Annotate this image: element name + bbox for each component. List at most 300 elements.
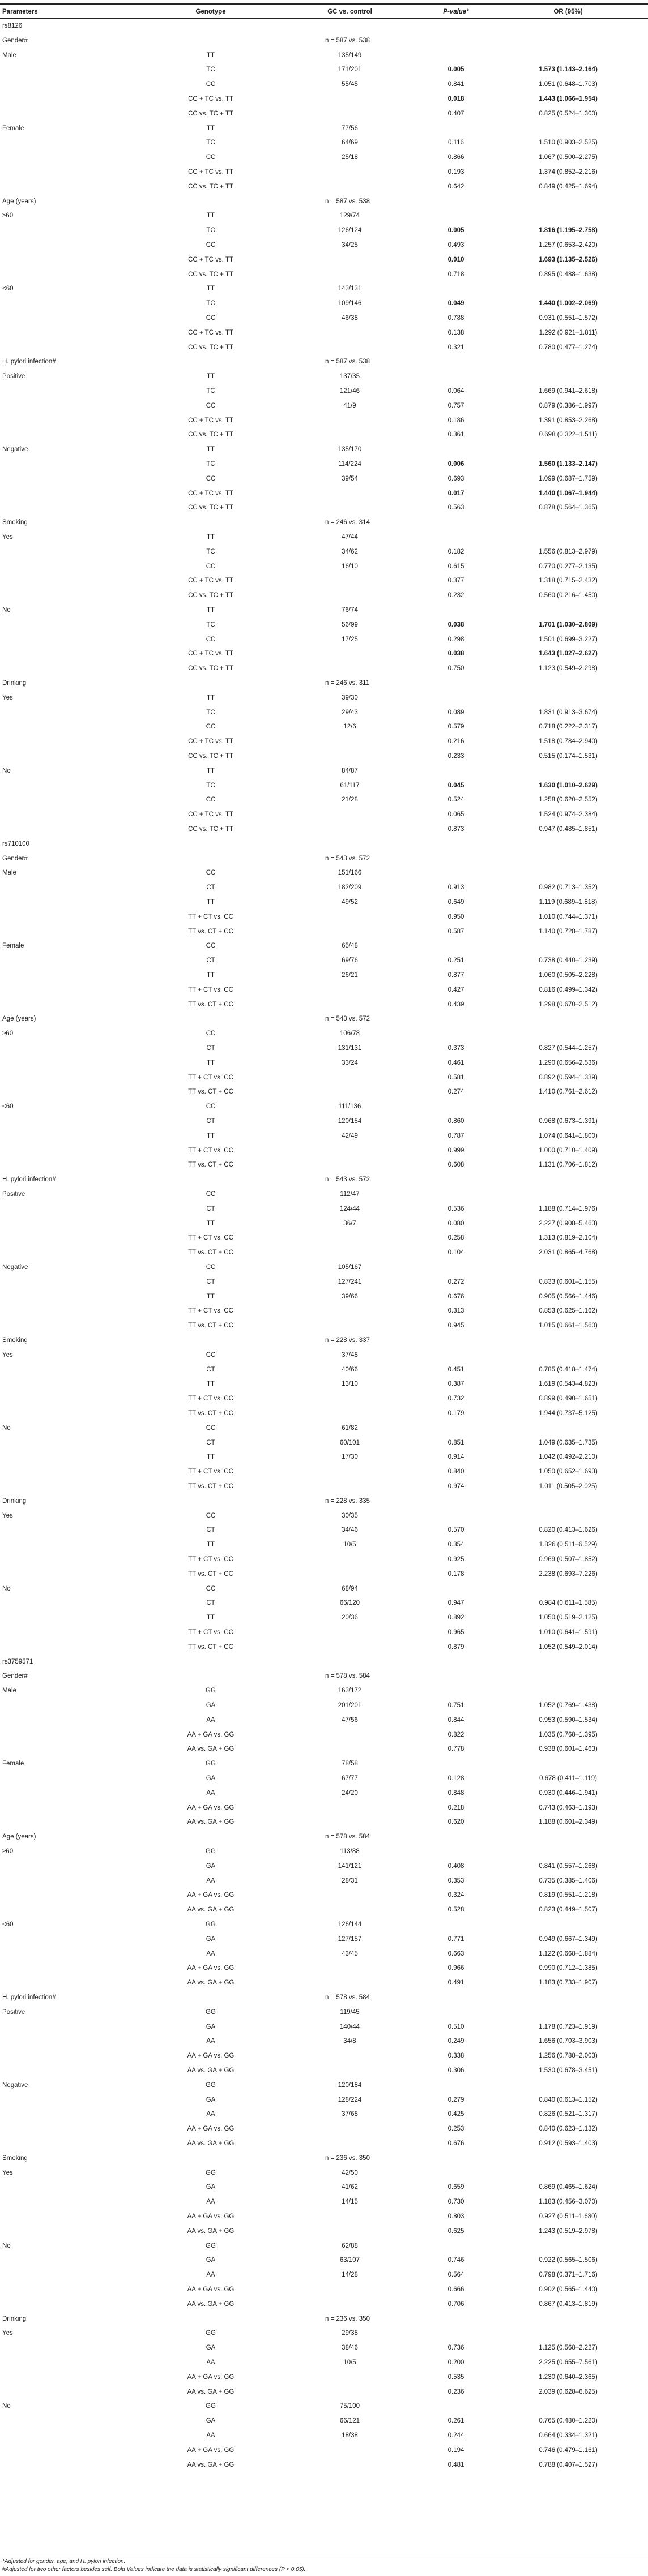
header-parameters: Parameters <box>2 8 38 15</box>
cell-counts: 106/78 <box>339 1030 360 1038</box>
cell-or: 0.947 (0.485–1.851) <box>539 826 598 833</box>
cell-genotype: TT <box>206 1614 215 1622</box>
cell-parameter: Negative <box>2 446 28 453</box>
table-row <box>0 781 648 791</box>
cell-counts: 41/9 <box>343 402 356 409</box>
cell-p-value: 0.676 <box>447 1293 464 1300</box>
table-row <box>0 1511 648 1521</box>
cell-genotype: AA <box>206 2432 215 2439</box>
cell-parameter: Negative <box>2 2081 28 2089</box>
cell-counts: n = 543 vs. 572 <box>325 1015 370 1023</box>
table-row <box>0 1467 648 1477</box>
cell-genotype: CC <box>206 1030 216 1038</box>
cell-genotype: CC <box>206 1424 216 1431</box>
cell-genotype: CC <box>206 563 216 570</box>
cell-genotype: GG <box>206 2169 216 2176</box>
cell-counts: 111/136 <box>338 1103 361 1111</box>
cell-genotype: CC vs. TC + TT <box>188 592 233 599</box>
cell-genotype: CC <box>206 402 216 409</box>
cell-p-value: 0.200 <box>447 2359 464 2366</box>
cell-or: 1.318 (0.715–2.432) <box>539 577 598 585</box>
cell-parameter: Gender# <box>2 37 28 44</box>
cell-genotype: CT <box>206 1278 215 1285</box>
table-row <box>0 1189 648 1200</box>
cell-genotype: TT <box>206 767 215 774</box>
cell-genotype: TT vs. CT + CC <box>188 928 233 935</box>
cell-p-value: 0.730 <box>447 2198 464 2206</box>
cell-or: 0.853 (0.625–1.162) <box>539 1308 598 1315</box>
table-row <box>0 517 648 528</box>
cell-genotype: CC vs. TC + TT <box>188 826 233 833</box>
cell-p-value: 0.587 <box>447 928 464 935</box>
cell-counts: 84/87 <box>342 767 358 774</box>
table-row <box>0 1627 648 1638</box>
cell-p-value: 0.353 <box>447 1877 464 1884</box>
table-row <box>0 1160 648 1171</box>
table-top-rule <box>0 3 648 5</box>
table-row <box>0 1481 648 1492</box>
cell-genotype: AA <box>206 2111 215 2118</box>
cell-p-value: 0.666 <box>447 2286 464 2293</box>
cell-or: 2.031 (0.865–4.768) <box>539 1249 598 1257</box>
cell-counts: 68/94 <box>342 1585 358 1592</box>
cell-p-value: 0.757 <box>447 402 464 409</box>
cell-p-value: 0.879 <box>447 1643 464 1651</box>
cell-counts: n = 578 vs. 584 <box>325 1833 370 1841</box>
table-row <box>0 1438 648 1448</box>
cell-or: 1.052 (0.549–2.014) <box>539 1643 598 1651</box>
cell-counts: n = 228 vs. 335 <box>325 1497 370 1505</box>
cell-parameter: No <box>2 1424 11 1431</box>
cell-p-value: 0.233 <box>447 753 464 760</box>
cell-genotype: AA vs. GA + GG <box>187 1746 235 1753</box>
cell-or: 1.944 (0.737–5.125) <box>539 1410 598 1417</box>
cell-p-value: 0.186 <box>447 417 464 424</box>
cell-or: 0.765 (0.480–1.220) <box>539 2418 598 2425</box>
table-row <box>0 2358 648 2368</box>
cell-counts: 34/8 <box>343 2038 356 2045</box>
cell-p-value: 0.966 <box>447 1965 464 1972</box>
cell-counts: 49/52 <box>342 899 358 906</box>
table-row <box>0 1073 648 1083</box>
cell-or: 1.131 (0.706–1.812) <box>539 1161 598 1169</box>
cell-or: 1.440 (1.067–1.944) <box>539 490 598 497</box>
cell-p-value: 0.244 <box>447 2432 464 2439</box>
cell-counts: 12/6 <box>343 723 356 731</box>
cell-p-value: 0.306 <box>447 2067 464 2074</box>
cell-counts: 17/25 <box>342 636 358 643</box>
cell-p-value: 0.361 <box>447 431 464 439</box>
table-row <box>0 1116 648 1127</box>
cell-or: 2.225 (0.655–7.561) <box>539 2359 598 2366</box>
cell-or: 1.243 (0.519–2.978) <box>539 2227 598 2235</box>
cell-genotype: AA + GA vs. GG <box>187 2446 235 2454</box>
cell-genotype: TT <box>206 285 215 293</box>
cell-or: 0.826 (0.521–1.317) <box>539 2111 598 2118</box>
cell-or: 0.840 (0.623–1.132) <box>539 2125 598 2133</box>
table-row <box>0 882 648 893</box>
cell-or: 0.819 (0.551–1.218) <box>539 1892 598 1899</box>
table-row <box>0 649 648 659</box>
table-row <box>0 1992 648 2003</box>
cell-p-value: 0.803 <box>447 2213 464 2220</box>
table-row <box>0 1686 648 1696</box>
table-row <box>0 2226 648 2237</box>
cell-p-value: 0.010 <box>447 256 464 263</box>
cell-or: 0.746 (0.479–1.161) <box>539 2446 598 2454</box>
cell-p-value: 0.439 <box>447 1001 464 1008</box>
cell-or: 1.556 (0.813–2.979) <box>539 548 598 555</box>
cell-counts: 119/45 <box>340 2008 360 2016</box>
table-row <box>0 736 648 747</box>
table-row <box>0 751 648 762</box>
cell-p-value: 0.005 <box>447 66 464 74</box>
cell-counts: 38/46 <box>342 2344 358 2352</box>
cell-p-value: 0.860 <box>447 1118 464 1125</box>
cell-genotype: CC <box>206 154 216 161</box>
cell-genotype: GA <box>206 1702 216 1709</box>
cell-or: 0.990 (0.712–1.385) <box>539 1965 598 1972</box>
table-row <box>0 1846 648 1857</box>
cell-or: 1.501 (0.699–3.227) <box>539 636 598 643</box>
cell-or: 0.718 (0.222–2.317) <box>539 723 598 731</box>
cell-parameter: ≥60 <box>2 1030 14 1038</box>
cell-genotype: CC <box>206 1264 216 1271</box>
cell-p-value: 0.272 <box>447 1278 464 1285</box>
cell-or: 2.039 (0.628–6.625) <box>539 2388 598 2395</box>
cell-genotype: CC + TC vs. TT <box>188 577 233 585</box>
table-row <box>0 1306 648 1317</box>
cell-genotype: CT <box>206 1045 215 1052</box>
cell-p-value: 0.232 <box>447 592 464 599</box>
cell-genotype: TT <box>206 899 215 906</box>
table-row <box>0 1978 648 1988</box>
cell-or: 1.049 (0.635–1.735) <box>539 1439 598 1446</box>
cell-or: 0.879 (0.386–1.997) <box>539 402 598 409</box>
cell-genotype: CT <box>206 1205 215 1212</box>
cell-counts: 55/45 <box>342 81 358 88</box>
cell-genotype: CC + TC vs. TT <box>188 329 233 336</box>
cell-p-value: 0.851 <box>447 1439 464 1446</box>
cell-p-value: 0.338 <box>447 2052 464 2060</box>
table-row <box>0 1087 648 1098</box>
cell-or: 1.188 (0.601–2.349) <box>539 1819 598 1826</box>
cell-genotype: TC <box>206 300 215 307</box>
table-row <box>0 693 648 704</box>
cell-counts: 47/56 <box>342 1716 358 1724</box>
cell-p-value: 0.676 <box>447 2140 464 2147</box>
cell-genotype: CC + TC vs. TT <box>188 169 233 175</box>
cell-counts: 61/82 <box>342 1424 358 1431</box>
cell-counts: 112/47 <box>340 1191 360 1198</box>
cell-p-value: 0.746 <box>447 2257 464 2264</box>
cell-genotype: GG <box>206 2242 216 2249</box>
cell-or: 0.840 (0.613–1.152) <box>539 2096 598 2103</box>
cell-parameter: No <box>2 767 11 774</box>
cell-p-value: 0.236 <box>447 2388 464 2395</box>
cell-or: 1.122 (0.668–1.884) <box>539 1950 598 1957</box>
cell-genotype: AA + GA vs. GG <box>187 1731 235 1738</box>
cell-p-value: 0.481 <box>447 2461 464 2468</box>
cell-genotype: TT <box>206 212 215 220</box>
cell-genotype: TC <box>206 782 215 789</box>
cell-counts: n = 236 vs. 350 <box>325 2154 370 2162</box>
table-row <box>0 2168 648 2179</box>
cell-genotype: TC <box>206 548 215 555</box>
cell-counts: 66/121 <box>339 2418 360 2425</box>
cell-counts: 63/107 <box>339 2257 360 2264</box>
cell-p-value: 0.425 <box>447 2111 464 2118</box>
cell-parameter: Female <box>2 125 24 132</box>
table-row <box>0 1058 648 1069</box>
cell-counts: n = 587 vs. 538 <box>325 358 370 366</box>
cell-genotype: CC vs. TC + TT <box>188 753 233 760</box>
cell-or: 1.256 (0.788–2.003) <box>539 2052 598 2060</box>
cell-p-value: 0.620 <box>447 1819 464 1826</box>
cell-or: 0.515 (0.174–1.531) <box>539 753 598 760</box>
cell-genotype: CT <box>206 957 215 965</box>
cell-or: 1.560 (1.133–2.147) <box>539 461 598 468</box>
cell-parameter: <60 <box>2 285 14 293</box>
cell-p-value: 0.179 <box>447 1410 464 1417</box>
cell-genotype: AA <box>206 2271 215 2279</box>
cell-genotype: TC <box>206 461 215 468</box>
cell-or: 0.938 (0.601–1.463) <box>539 1746 598 1753</box>
cell-or: 0.912 (0.593–1.403) <box>539 2140 598 2147</box>
table-row <box>0 1598 648 1609</box>
table-row <box>0 1584 648 1595</box>
cell-p-value: 0.427 <box>447 986 464 993</box>
cell-p-value: 0.974 <box>447 1483 464 1490</box>
cell-genotype: GA <box>206 2096 216 2103</box>
cell-or: 0.841 (0.557–1.268) <box>539 1862 598 1870</box>
cell-or: 1.831 (0.913–3.674) <box>539 709 598 716</box>
cell-genotype: CC + TC vs. TT <box>188 811 233 818</box>
cell-parameter: No <box>2 1585 11 1592</box>
table-row <box>0 2007 648 2018</box>
cell-genotype: CC <box>206 1585 216 1592</box>
cell-p-value: 0.718 <box>447 271 464 278</box>
table-row <box>0 298 648 309</box>
cell-p-value: 0.373 <box>447 1045 464 1052</box>
table-row <box>0 2387 648 2398</box>
cell-parameter: Female <box>2 942 24 950</box>
cell-p-value: 0.461 <box>447 1059 464 1066</box>
cell-p-value: 0.563 <box>447 504 464 512</box>
cell-counts: 135/149 <box>338 52 362 59</box>
table-row <box>0 1146 648 1156</box>
table-row <box>0 985 648 996</box>
cell-or: 1.391 (0.853–2.268) <box>539 417 598 424</box>
cell-p-value: 0.844 <box>447 1716 464 1724</box>
cell-p-value: 0.038 <box>447 621 464 628</box>
table-row <box>0 1963 648 1974</box>
cell-genotype: CC + TC vs. TT <box>188 96 233 102</box>
cell-p-value: 0.736 <box>447 2344 464 2352</box>
table-row <box>0 284 648 294</box>
cell-p-value: 0.787 <box>447 1132 464 1139</box>
cell-genotype: CC <box>206 242 216 248</box>
table-row <box>0 1277 648 1288</box>
table-row <box>0 1876 648 1887</box>
footnote-adjusted: *Adjusted for gender, age, and H. pylori infection. <box>2 2558 126 2565</box>
cell-p-value: 0.659 <box>447 2184 464 2191</box>
cell-p-value: 0.493 <box>447 242 464 248</box>
cell-or: 1.140 (0.728–1.787) <box>539 928 598 935</box>
cell-genotype: TC <box>206 227 215 234</box>
cell-genotype: CC <box>206 1351 216 1358</box>
table-row <box>0 941 648 951</box>
table-row <box>0 1788 648 1799</box>
table-row <box>0 503 648 513</box>
cell-or: 0.738 (0.440–1.239) <box>539 957 598 965</box>
cell-p-value: 0.038 <box>447 650 464 658</box>
cell-p-value: 0.251 <box>447 957 464 965</box>
cell-counts: 37/68 <box>342 2111 358 2118</box>
cell-or: 0.902 (0.565–1.440) <box>539 2286 598 2293</box>
cell-counts: 14/15 <box>342 2198 358 2206</box>
table-row <box>0 824 648 835</box>
cell-counts: 135/170 <box>338 446 362 453</box>
cell-parameter: ≥60 <box>2 212 14 220</box>
cell-or: 1.050 (0.519–2.125) <box>539 1614 598 1622</box>
cell-genotype: AA <box>206 2198 215 2206</box>
cell-genotype: CT <box>206 1600 215 1607</box>
cell-genotype: AA <box>206 2359 215 2366</box>
table-row <box>0 342 648 353</box>
cell-counts: 121/46 <box>339 388 360 395</box>
cell-or: 1.826 (0.511–6.529) <box>539 1541 598 1549</box>
cell-p-value: 0.866 <box>447 154 464 161</box>
table-row <box>0 2314 648 2325</box>
cell-genotype: CC + TC vs. TT <box>188 417 233 424</box>
cell-counts: 42/50 <box>342 2169 358 2176</box>
table-row <box>0 927 648 937</box>
cell-or: 1.042 (0.492–2.210) <box>539 1454 598 1461</box>
cell-counts: n = 228 vs. 337 <box>325 1337 370 1344</box>
table-row <box>0 1204 648 1215</box>
cell-genotype: AA vs. GA + GG <box>187 2300 235 2308</box>
table-row <box>0 1175 648 1185</box>
cell-parameter: Female <box>2 1760 24 1768</box>
table-row <box>0 167 648 178</box>
cell-or: 0.949 (0.667–1.349) <box>539 1935 598 1943</box>
table-row <box>0 2328 648 2339</box>
table-row <box>0 2138 648 2149</box>
cell-counts: 62/88 <box>342 2242 358 2249</box>
cell-genotype: TT + CT vs. CC <box>188 1629 233 1636</box>
cell-genotype: TT + CT vs. CC <box>188 1235 233 1242</box>
table-row <box>0 635 648 645</box>
table-row <box>0 1744 648 1755</box>
cell-counts: 137/35 <box>339 373 360 380</box>
cell-genotype: TT + CT vs. CC <box>188 1308 233 1315</box>
table-row <box>0 1671 648 1682</box>
cell-genotype: GA <box>206 1935 216 1943</box>
table-row <box>0 138 648 148</box>
cell-counts: 24/20 <box>342 1789 358 1797</box>
cell-p-value: 0.841 <box>447 81 464 88</box>
table-row <box>0 1131 648 1142</box>
cell-or: 1.643 (1.027–2.627) <box>539 650 598 658</box>
cell-genotype: AA + GA vs. GG <box>187 2373 235 2381</box>
cell-parameter: Smoking <box>2 519 28 526</box>
cell-counts: 39/66 <box>342 1293 358 1300</box>
cell-genotype: CT <box>206 1439 215 1446</box>
cell-genotype: AA + GA vs. GG <box>187 2125 235 2133</box>
cell-or: 1.410 (0.761–2.612) <box>539 1088 598 1096</box>
cell-genotype: TT <box>206 1220 215 1227</box>
cell-parameter: No <box>2 2242 11 2249</box>
table-row <box>0 1408 648 1419</box>
cell-counts: 171/201 <box>338 66 362 74</box>
cell-genotype: TT <box>206 1381 215 1388</box>
cell-p-value: 0.218 <box>447 1804 464 1811</box>
table-row <box>0 1365 648 1375</box>
cell-or: 1.313 (0.819–2.104) <box>539 1235 598 1242</box>
cell-or: 1.530 (0.678–3.451) <box>539 2067 598 2074</box>
cell-p-value: 0.408 <box>447 1862 464 1870</box>
cell-counts: 201/201 <box>338 1702 362 1709</box>
cell-genotype: AA vs. GA + GG <box>187 2388 235 2395</box>
cell-parameter: Male <box>2 1687 16 1695</box>
table-row <box>0 386 648 397</box>
cell-genotype: CC vs. TC + TT <box>188 110 233 117</box>
cell-p-value: 0.965 <box>447 1629 464 1636</box>
cell-p-value: 0.750 <box>447 665 464 672</box>
cell-genotype: AA + GA vs. GG <box>187 1892 235 1899</box>
cell-parameter: <60 <box>2 1921 14 1928</box>
cell-parameter: Yes <box>2 2169 13 2176</box>
table-row <box>0 225 648 236</box>
cell-counts: n = 578 vs. 584 <box>325 1994 370 2001</box>
cell-genotype: TC <box>206 709 215 716</box>
cell-p-value: 0.950 <box>447 913 464 920</box>
cell-or: 0.833 (0.601–1.155) <box>539 1278 598 1285</box>
cell-counts: 120/154 <box>338 1118 362 1125</box>
cell-p-value: 0.848 <box>447 1789 464 1797</box>
table-row <box>0 1452 648 1463</box>
cell-genotype: GA <box>206 2257 216 2264</box>
table-row <box>0 1700 648 1711</box>
cell-genotype: GA <box>206 1775 216 1782</box>
cell-or: 1.816 (1.195–2.758) <box>539 227 598 234</box>
table-row <box>0 912 648 923</box>
table-row <box>0 1262 648 1273</box>
cell-counts: 56/99 <box>342 621 358 628</box>
cell-genotype: CC vs. TC + TT <box>188 431 233 439</box>
cell-or: 1.292 (0.921–1.811) <box>539 329 598 336</box>
table-row <box>0 109 648 119</box>
table-row <box>0 211 648 221</box>
table-row <box>0 1642 648 1653</box>
cell-counts: 127/241 <box>338 1278 362 1285</box>
cell-genotype: TT <box>206 1132 215 1139</box>
table-row <box>0 123 648 134</box>
table-row <box>0 1423 648 1434</box>
cell-parameter: Yes <box>2 2330 13 2337</box>
cell-or: 1.052 (0.769–1.438) <box>539 1702 598 1709</box>
table-row <box>0 2299 648 2310</box>
cell-counts: 42/49 <box>342 1132 358 1139</box>
table-row <box>0 1773 648 1784</box>
cell-genotype: CC <box>206 315 216 322</box>
cell-or: 0.825 (0.524–1.300) <box>539 110 598 117</box>
cell-parameter: No <box>2 607 11 614</box>
cell-counts: 105/167 <box>338 1264 362 1271</box>
table-row <box>0 955 648 966</box>
cell-counts: 182/209 <box>338 884 362 891</box>
